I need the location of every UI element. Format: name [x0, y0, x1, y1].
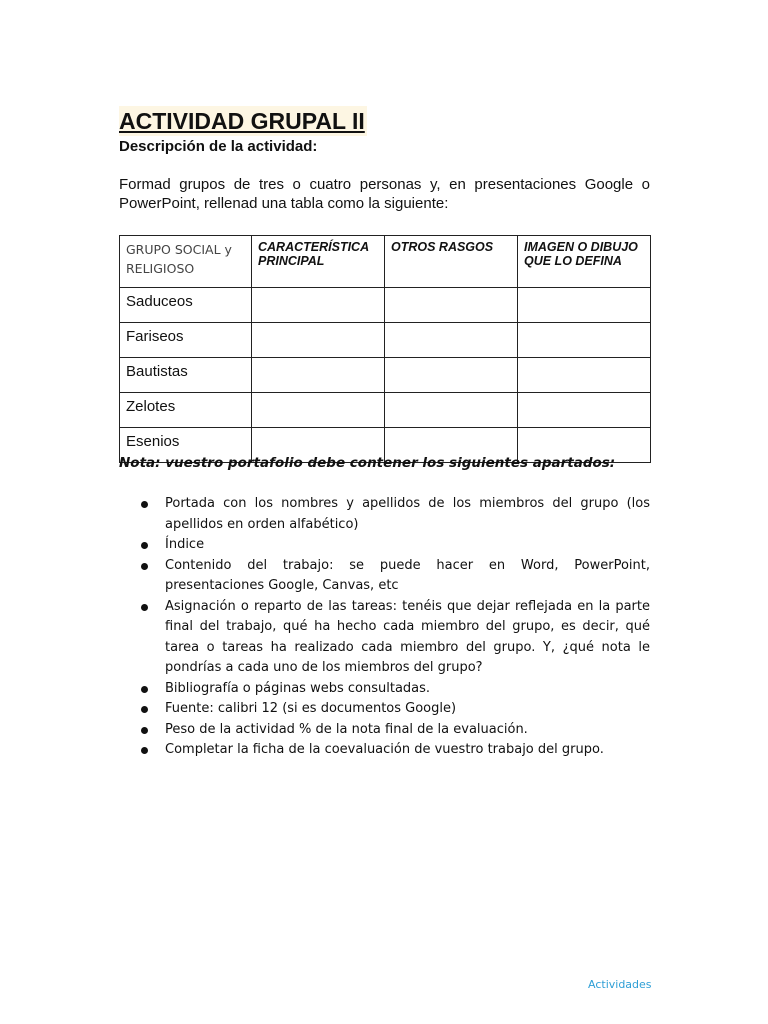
- list-item: [119, 720, 650, 741]
- table-cell: [252, 323, 385, 358]
- page-title: ACTIVIDAD GRUPAL II: [119, 108, 365, 134]
- table-row-label: Fariseos: [120, 323, 252, 358]
- list-item-text: Completar la ficha de la coevaluación de vuestro trabajo del grupo.: [165, 742, 604, 757]
- table-cell: [385, 288, 518, 323]
- list-item: [119, 740, 650, 761]
- table-row-label: Zelotes: [120, 393, 252, 428]
- list-item-text: Bibliografía o páginas webs consultadas.: [165, 680, 431, 696]
- bullet-icon: [141, 604, 148, 611]
- table-row-label: Bautistas: [120, 358, 252, 393]
- list-item: [119, 597, 650, 679]
- table-row: [120, 393, 651, 428]
- list-item: [119, 535, 650, 556]
- table-cell: [252, 393, 385, 428]
- table-cell: [385, 358, 518, 393]
- table-header-cell: GRUPO SOCIAL y RELIGIOSO: [120, 236, 252, 288]
- bullet-icon: [141, 727, 148, 734]
- table-cell: [518, 358, 651, 393]
- table-cell: [385, 393, 518, 428]
- bullet-icon: [141, 747, 148, 754]
- activity-description-heading: Descripción de la actividad:: [119, 138, 318, 155]
- intro-paragraph: Formad grupos de tres o cuatro personas y, en presentaciones Google o PowerPoint, rellenad una tabla como la siguiente:: [119, 176, 650, 212]
- bullet-icon: [141, 706, 148, 713]
- requirements-list: [119, 494, 650, 761]
- table-row-label: Saduceos: [120, 288, 252, 323]
- list-item-text: Índice: [165, 537, 205, 552]
- table-header-cell: OTROS RASGOS: [385, 236, 518, 288]
- list-item-text: Contenido del trabajo: se puede hacer en Word, PowerPoint, presentaciones Google, Canvas, etc: [165, 557, 650, 593]
- list-item: [119, 699, 650, 720]
- list-item-text: Fuente: calibri 12 (si es documentos Google): [165, 701, 457, 716]
- list-item-text: Portada con los nombres y apellidos de los miembros del grupo (los apellidos en orden alfabético): [165, 496, 650, 532]
- table-header-row: [120, 236, 651, 288]
- table-row: [120, 288, 651, 323]
- table-cell: [518, 288, 651, 323]
- list-item-text: Asignación o reparto de las tareas: tenéis que dejar reflejada en la parte final del trabajo, qué ha hecho cada miembro del grupo, es decir, qué tarea o tareas ha realizado cada miembro del grupo. Y, ¿qué nota le pondrías a cada uno de los miembros del grupo?: [165, 598, 650, 675]
- list-item: [119, 679, 650, 700]
- table-row: [120, 358, 651, 393]
- table-cell: [252, 358, 385, 393]
- list-item: [119, 494, 650, 535]
- list-item-text: Peso de la actividad % de la nota final de la evaluación.: [165, 721, 528, 737]
- portfolio-note: Nota: vuestro portafolio debe contener los siguientes apartados:: [119, 455, 616, 471]
- table-cell: [518, 323, 651, 358]
- table-cell: [252, 288, 385, 323]
- bullet-icon: [141, 501, 148, 508]
- table-row: [120, 323, 651, 358]
- table-cell: [518, 393, 651, 428]
- table-cell: [385, 323, 518, 358]
- table-row-label: Esenios: [120, 428, 252, 463]
- table-header-cell: IMAGEN O DIBUJO QUE LO DEFINA: [518, 236, 651, 288]
- list-item: [119, 556, 650, 597]
- groups-table: [119, 235, 651, 463]
- bullet-icon: [141, 563, 148, 570]
- bullet-icon: [141, 686, 148, 693]
- footer-activities-link[interactable]: Actividades: [588, 978, 652, 991]
- bullet-icon: [141, 542, 148, 549]
- table-header-cell: CARACTERÍSTICA PRINCIPAL: [252, 236, 385, 288]
